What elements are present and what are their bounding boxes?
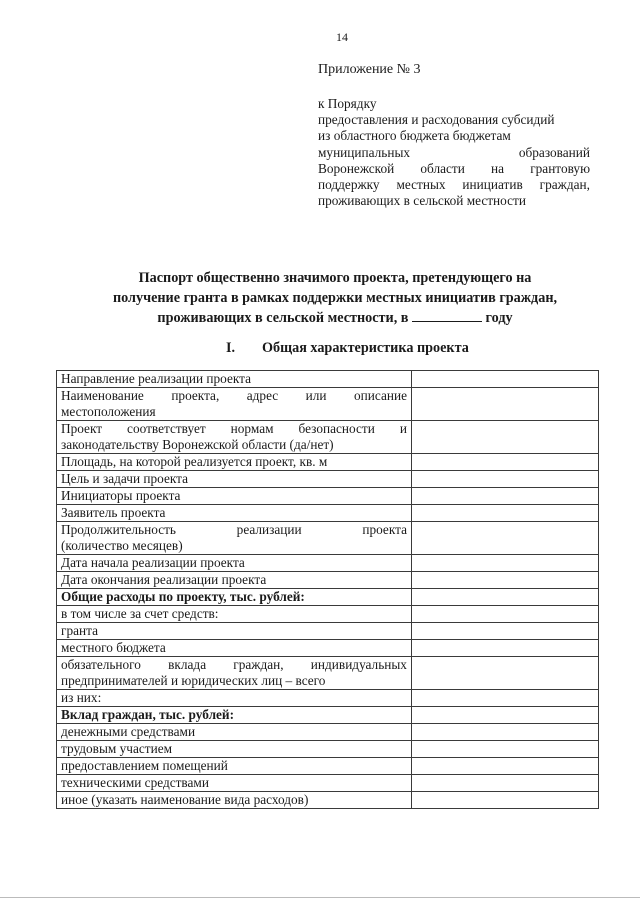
label-word: соответствует	[127, 421, 206, 436]
row-label: Цель и задачи проекта	[57, 471, 412, 488]
row-label: местного бюджета	[57, 640, 412, 657]
label-word: Проект	[61, 421, 103, 436]
row-value-cell	[412, 421, 599, 454]
section-name: Общая характеристика проекта	[262, 340, 469, 356]
row-value-cell	[412, 657, 599, 690]
label-line	[61, 522, 407, 538]
order-reference	[318, 96, 590, 209]
row-value-cell	[412, 640, 599, 657]
table-row	[57, 454, 599, 471]
order-line: к Порядку	[318, 96, 377, 111]
table-row	[57, 505, 599, 522]
appendix-title: Приложение № 3	[318, 62, 421, 77]
table-row	[57, 758, 599, 775]
title-text: проживающих в сельской местности, в	[157, 310, 409, 326]
label-line: предпринимателей и юридических лиц – всего	[61, 673, 326, 688]
table-row	[57, 572, 599, 589]
table-row	[57, 657, 599, 690]
row-value-cell	[412, 623, 599, 640]
table-row	[57, 606, 599, 623]
row-label	[57, 388, 412, 421]
order-word: образований	[518, 144, 590, 160]
row-value-cell	[412, 724, 599, 741]
row-label: денежными средствами	[57, 724, 412, 741]
row-label: Инициаторы проекта	[57, 488, 412, 505]
label-word: нормам	[230, 421, 274, 436]
row-label: Вклад граждан, тыс. рублей:	[57, 707, 412, 724]
order-word: инициатив	[462, 177, 523, 193]
order-line	[318, 161, 590, 177]
project-characteristics-table	[56, 370, 599, 809]
row-label: Дата окончания реализации проекта	[57, 572, 412, 589]
table-row	[57, 707, 599, 724]
order-line	[318, 145, 590, 161]
year-blank-field	[412, 308, 482, 322]
label-line	[61, 388, 407, 404]
order-word: муниципальных	[318, 144, 411, 160]
order-word: на	[491, 160, 505, 176]
label-line: (количество месяцев)	[61, 538, 183, 553]
row-value-cell	[412, 488, 599, 505]
row-label: иное (указать наименование вида расходов)	[57, 792, 412, 809]
table-row	[57, 522, 599, 555]
table-row	[57, 371, 599, 388]
label-word: Наименование	[61, 388, 144, 403]
label-word: проекта,	[171, 388, 220, 403]
order-word: Воронежской	[318, 160, 395, 176]
label-word: описание	[354, 388, 407, 403]
row-value-cell	[412, 454, 599, 471]
label-word: проекта	[362, 522, 407, 537]
order-word: области	[420, 160, 465, 176]
row-label	[57, 522, 412, 555]
title-line: получение гранта в рамках поддержки местных инициатив граждан,	[112, 290, 558, 306]
row-label: Площадь, на которой реализуется проект, кв. м	[57, 454, 412, 471]
row-label: в том числе за счет средств:	[57, 606, 412, 623]
order-word: грантовую	[530, 160, 590, 176]
row-value-cell	[412, 707, 599, 724]
label-word: индивидуальных	[310, 657, 407, 672]
row-value-cell	[412, 371, 599, 388]
page-number: 14	[336, 30, 348, 44]
table-row	[57, 690, 599, 707]
label-word: Продолжительность	[61, 522, 176, 537]
row-label: Дата начала реализации проекта	[57, 555, 412, 572]
row-value-cell	[412, 505, 599, 522]
label-word: или	[305, 388, 327, 403]
order-line: предоставления и расходования субсидий	[318, 112, 555, 128]
row-value-cell	[412, 741, 599, 758]
label-line: местоположения	[61, 404, 156, 419]
order-word: поддержку	[318, 177, 380, 193]
row-value-cell	[412, 606, 599, 623]
row-label: Заявитель проекта	[57, 505, 412, 522]
table-row	[57, 471, 599, 488]
row-value-cell	[412, 522, 599, 555]
label-word: и	[399, 421, 407, 436]
order-word: граждан,	[539, 177, 590, 193]
row-label: из них:	[57, 690, 412, 707]
row-label	[57, 657, 412, 690]
row-value-cell	[412, 471, 599, 488]
row-value-cell	[412, 690, 599, 707]
table-row	[57, 421, 599, 454]
row-label: гранта	[57, 623, 412, 640]
row-value-cell	[412, 775, 599, 792]
label-word: обязательного	[61, 657, 141, 672]
row-value-cell	[412, 555, 599, 572]
table-row	[57, 792, 599, 809]
label-word: безопасности	[298, 421, 375, 436]
page-bottom-edge	[0, 897, 640, 898]
table-row	[57, 388, 599, 421]
label-word: вклада	[168, 657, 207, 672]
row-value-cell	[412, 589, 599, 606]
title-text: году	[485, 310, 513, 326]
order-line: проживающих в сельской местности	[318, 193, 526, 209]
order-word: местных	[396, 177, 446, 193]
title-line: Паспорт общественно значимого проекта, претендующего на	[138, 270, 532, 286]
document-title	[66, 268, 604, 328]
row-label: предоставлением помещений	[57, 758, 412, 775]
label-line: законодательству Воронежской области (да/нет)	[61, 437, 334, 452]
label-line	[61, 421, 407, 437]
row-value-cell	[412, 572, 599, 589]
label-word: адрес	[246, 388, 279, 403]
row-label: трудовым участием	[57, 741, 412, 758]
table-row	[57, 724, 599, 741]
order-line: из областного бюджета бюджетам	[318, 128, 511, 144]
row-label	[57, 421, 412, 454]
table-row	[57, 623, 599, 640]
table-row	[57, 488, 599, 505]
row-value-cell	[412, 758, 599, 775]
title-line	[66, 308, 604, 328]
row-label: Общие расходы по проекту, тыс. рублей:	[57, 589, 412, 606]
row-value-cell	[412, 792, 599, 809]
table-row	[57, 775, 599, 792]
order-line	[318, 177, 590, 193]
label-word: граждан,	[233, 657, 284, 672]
row-label: техническими средствами	[57, 775, 412, 792]
table-row	[57, 741, 599, 758]
table-row	[57, 640, 599, 657]
row-value-cell	[412, 388, 599, 421]
label-word: реализации	[236, 522, 302, 537]
row-label: Направление реализации проекта	[57, 371, 412, 388]
table-row	[57, 555, 599, 572]
table-row	[57, 589, 599, 606]
label-line	[61, 657, 407, 673]
section-number: I.	[226, 340, 236, 356]
